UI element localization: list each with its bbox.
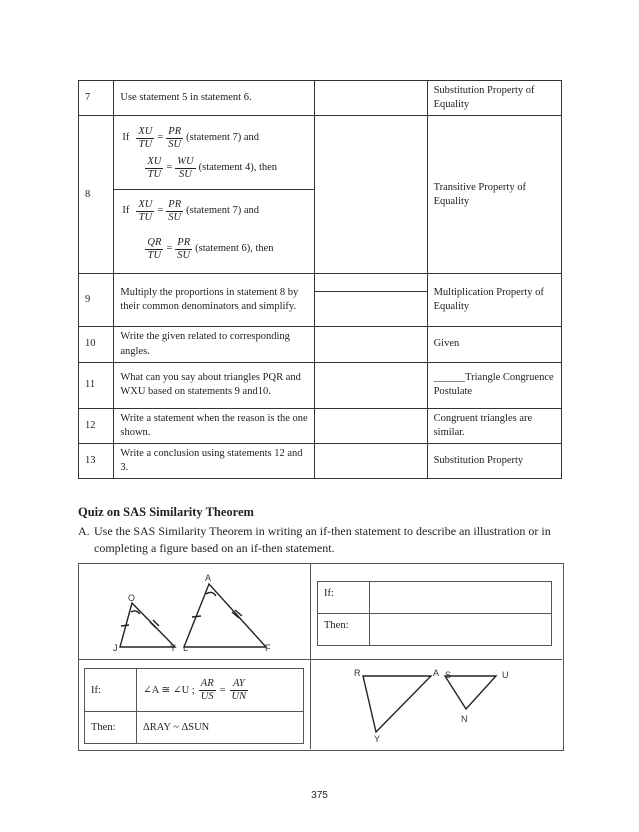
if-text: If xyxy=(122,205,130,217)
then-label: Then: xyxy=(85,712,137,743)
table-row xyxy=(79,408,562,443)
tick-mark xyxy=(121,625,129,626)
row-number: 7 xyxy=(79,81,114,116)
row-number: 9 xyxy=(79,274,114,327)
vertex-label-j: J xyxy=(113,643,118,653)
transitive-part-1 xyxy=(114,119,314,189)
answer-cell[interactable] xyxy=(315,327,427,362)
vertex-label-u: U xyxy=(502,670,509,680)
fraction: $\frac{XU}{TU}$ xyxy=(147,156,162,180)
fraction: $\frac{XU}{TU}$ xyxy=(138,199,153,223)
transitive-part-2 xyxy=(114,189,314,270)
angle-mark xyxy=(131,611,140,614)
if-text: If xyxy=(122,132,130,144)
fraction: $\frac{PR}{SU}$ xyxy=(168,199,182,223)
row-statement xyxy=(114,116,315,274)
row-statement: What can you say about triangles PQR and WXU based on statements 9 and10. xyxy=(114,362,315,408)
row-number: 13 xyxy=(79,444,114,479)
table-row xyxy=(79,444,562,479)
answer-cell[interactable] xyxy=(315,116,427,274)
fraction: $\frac{AY}{UN}$ xyxy=(231,677,247,702)
angle-mark xyxy=(206,592,216,596)
if-then-answer-box xyxy=(317,581,552,646)
row-reason: Substitution Property xyxy=(427,444,561,479)
row-reason: Substitution Property of Equality xyxy=(427,81,561,116)
statement-ref: (statement 7) and xyxy=(186,205,260,217)
fraction: $\frac{PR}{SU}$ xyxy=(177,237,191,261)
if-label: If: xyxy=(318,582,370,613)
angle-congruence: ∠A ≅ ∠U ; xyxy=(143,685,195,696)
table-row xyxy=(79,362,562,408)
vertex-label-l: L xyxy=(183,643,189,653)
row-number: 12 xyxy=(79,408,114,443)
row-reason: Congruent triangles are similar. xyxy=(427,408,561,443)
vertex-label-n: N xyxy=(461,714,468,724)
equals-sign: = xyxy=(219,684,226,696)
fraction: $\frac{PR}{SU}$ xyxy=(168,126,182,150)
answer-cell[interactable] xyxy=(315,362,427,408)
statement-ref: (statement 4), then xyxy=(198,162,278,174)
row-statement: Write the given related to corresponding angles. xyxy=(114,327,315,362)
row-statement: Write a statement when the reason is the one shown. xyxy=(114,408,315,443)
quiz-title: Quiz on SAS Similarity Theorem xyxy=(78,505,254,519)
answer-cell[interactable] xyxy=(315,408,427,443)
row-statement: Multiply the proportions in statement 8 by their common denominators and simplify. xyxy=(114,274,315,327)
fraction: $\frac{AR}{US}$ xyxy=(200,677,214,702)
vertex-label-a: A xyxy=(433,668,440,678)
row-statement: Use statement 5 in statement 6. xyxy=(114,81,315,116)
quiz-instruction xyxy=(78,523,568,558)
equals-sign: = xyxy=(157,205,164,217)
vertex-label-y: Y xyxy=(374,734,381,744)
table-row xyxy=(79,327,562,362)
row-number: 8 xyxy=(79,116,114,274)
row-reason: Transitive Property of Equality xyxy=(427,116,561,274)
page-number: 375 xyxy=(311,790,328,801)
then-label: Then: xyxy=(318,614,370,645)
table-row xyxy=(79,116,562,274)
triangle-ray xyxy=(363,676,431,732)
statement-ref: (statement 7) and xyxy=(186,132,260,144)
row-number: 11 xyxy=(79,362,114,408)
similarity-statement: ΔRAY ~ ΔSUN xyxy=(143,722,210,733)
equals-sign: = xyxy=(157,132,164,144)
triangle-laf xyxy=(184,584,266,647)
row-reason: Given xyxy=(427,327,561,362)
table-row xyxy=(79,274,562,327)
answer-cell[interactable] xyxy=(315,81,427,116)
vertex-label-y: Y xyxy=(170,643,177,653)
answer-cell[interactable] xyxy=(315,444,427,479)
table-row xyxy=(79,81,562,116)
divider xyxy=(78,659,562,660)
instruction-label: A. xyxy=(78,524,90,538)
if-answer-field[interactable] xyxy=(370,582,551,613)
vertex-label-s: S xyxy=(445,670,452,680)
row-reason: Multiplication Property of Equality xyxy=(427,274,561,327)
fraction: $\frac{WU}{SU}$ xyxy=(177,156,194,180)
equals-sign: = xyxy=(166,243,173,255)
fraction: $\frac{XU}{TU}$ xyxy=(138,126,153,150)
instruction-text: Use the SAS Similarity Theorem in writing an if-then statement to describe an illustration or in completing a figure based on an if-then statement. xyxy=(94,524,551,556)
statement-ref: (statement 6), then xyxy=(195,243,274,255)
row-number: 10 xyxy=(79,327,114,362)
answer-cell-split[interactable] xyxy=(315,274,427,327)
if-label: If: xyxy=(85,669,137,711)
then-answer-field[interactable] xyxy=(370,614,551,645)
given-if-then-box xyxy=(84,668,304,744)
fraction: $\frac{QR}{TU}$ xyxy=(147,237,162,261)
vertex-label-a: A xyxy=(205,573,212,583)
vertex-label-r: R xyxy=(354,668,361,678)
vertex-label-f: F xyxy=(265,643,271,653)
proof-table xyxy=(78,80,562,479)
tick-mark xyxy=(192,616,201,617)
vertex-label-o: O xyxy=(128,593,136,603)
divider xyxy=(310,563,311,749)
row-statement: Write a conclusion using statements 12 and 3. xyxy=(114,444,315,479)
triangle-sun xyxy=(445,676,496,709)
row-reason: ______Triangle Congruence Postulate xyxy=(427,362,561,408)
equals-sign: = xyxy=(166,162,173,174)
